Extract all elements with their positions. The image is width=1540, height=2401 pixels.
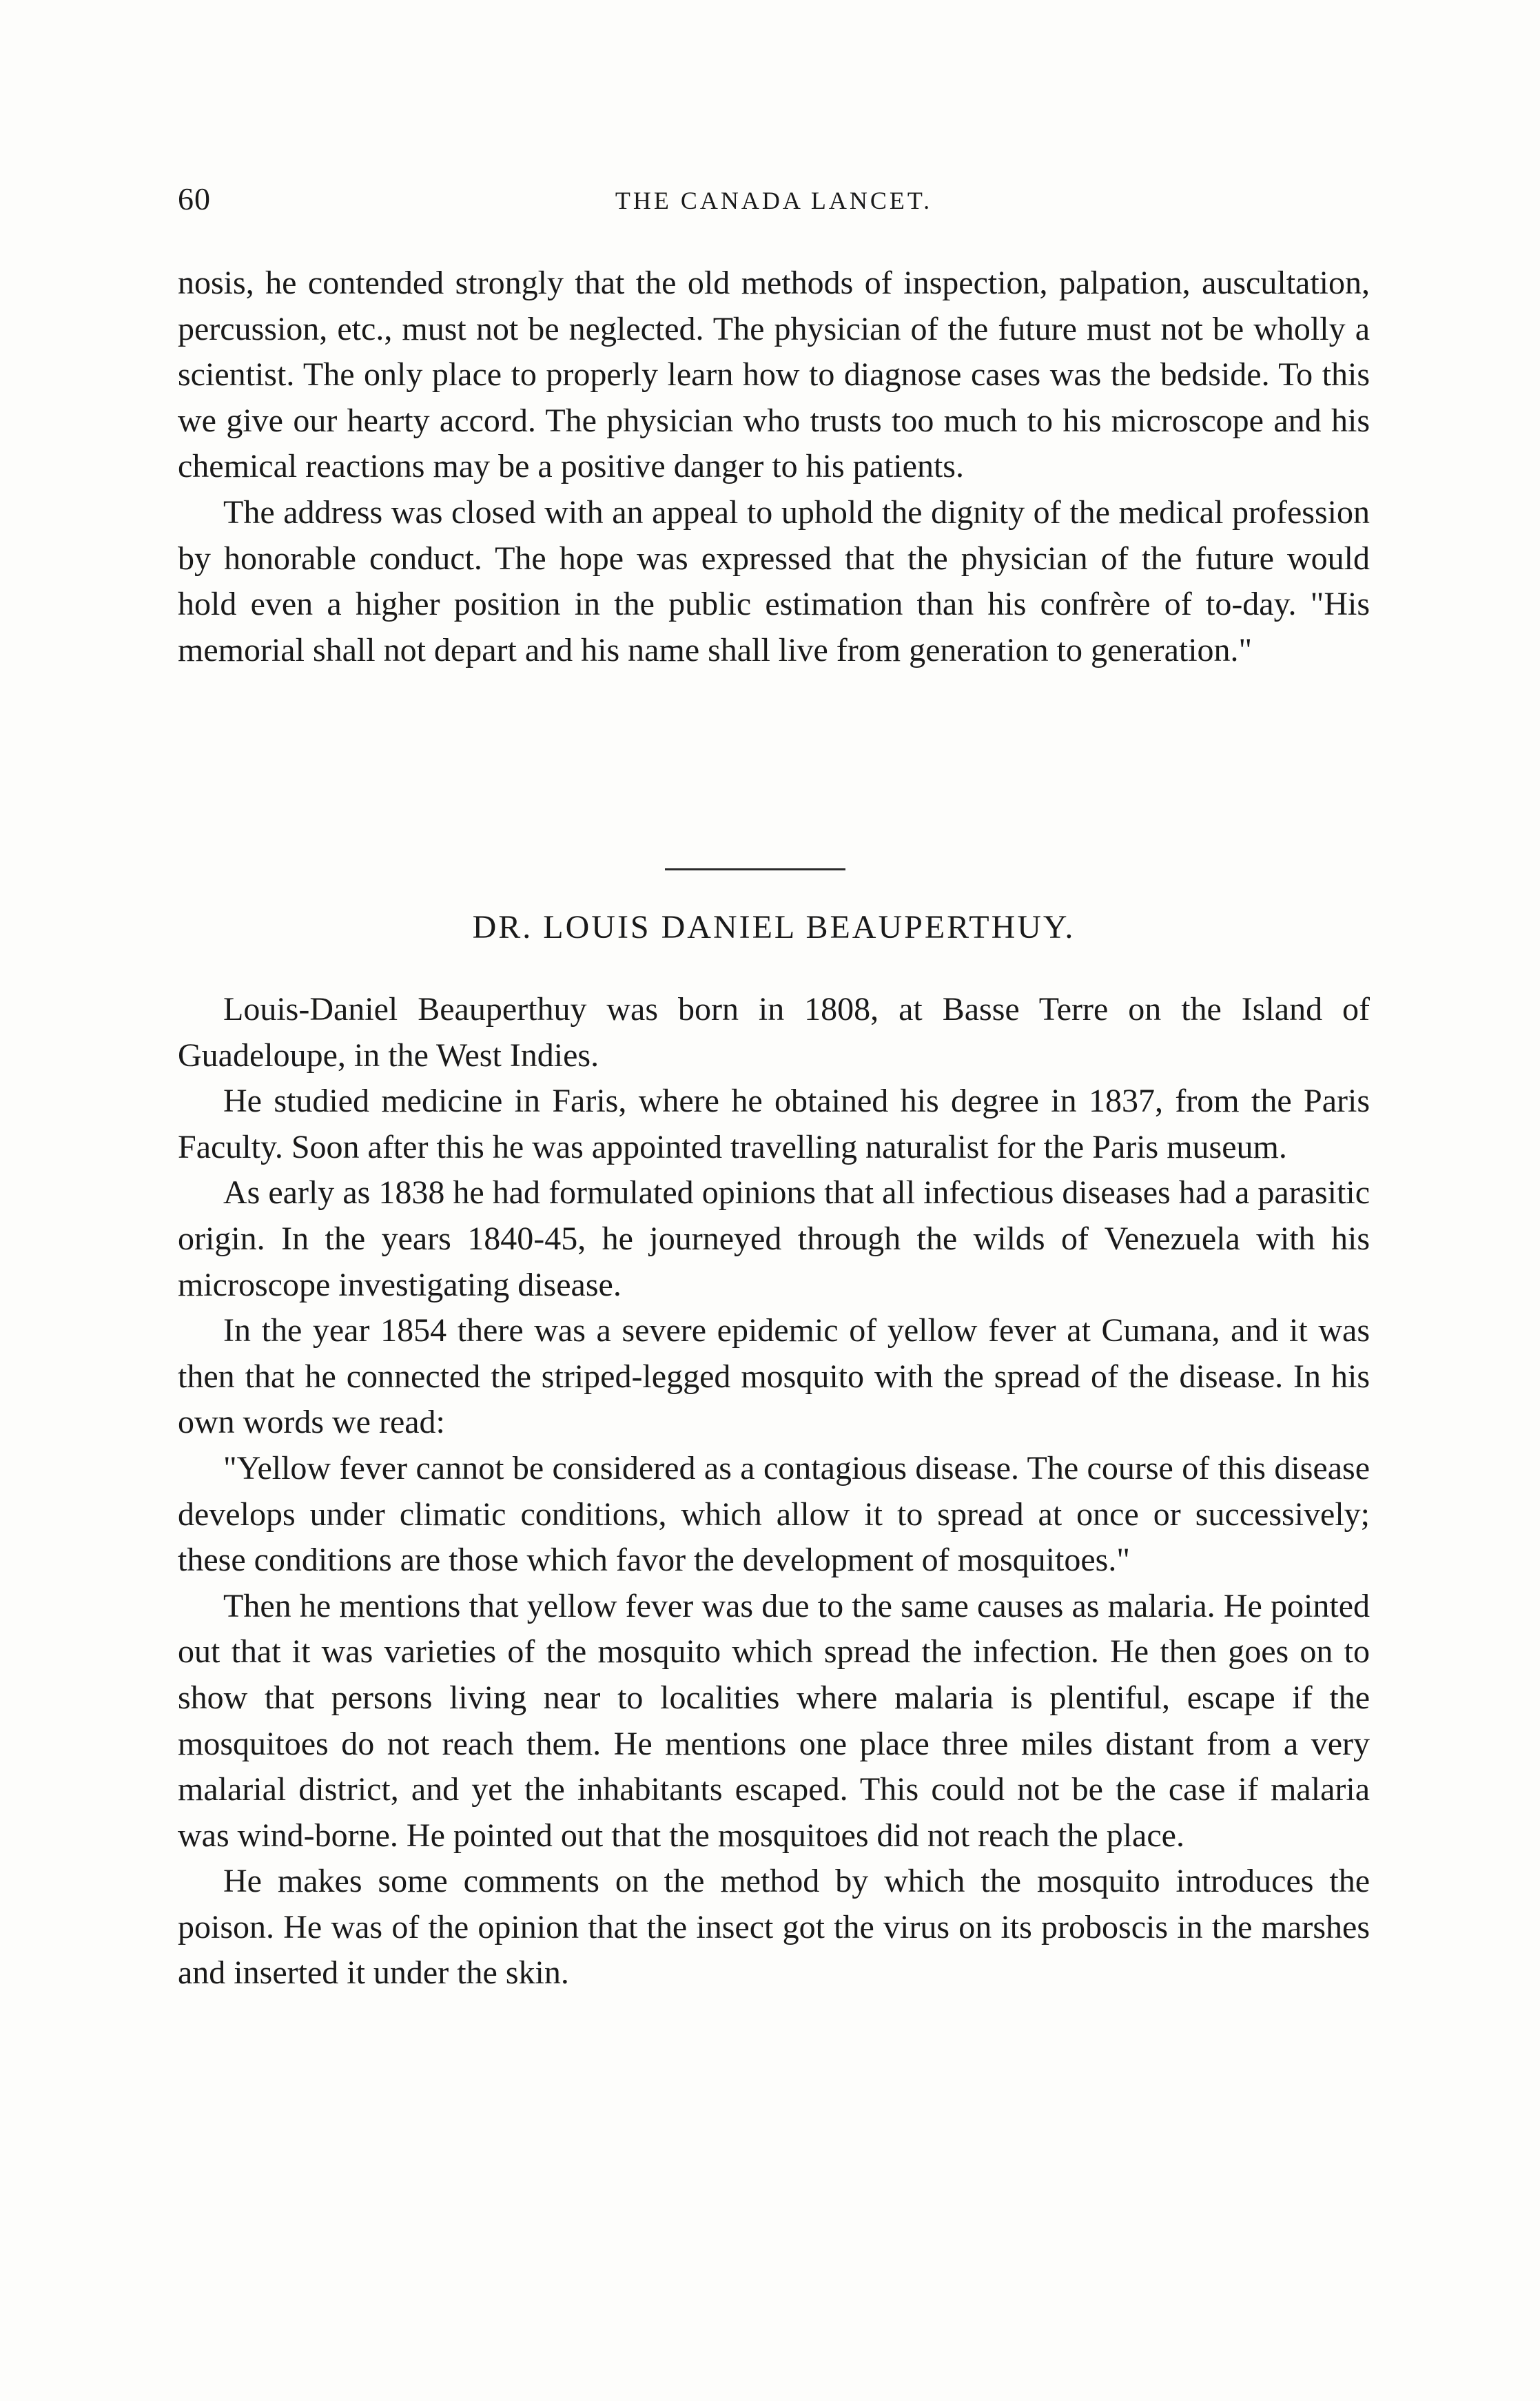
section-divider bbox=[665, 868, 845, 870]
running-head bbox=[178, 181, 1370, 222]
page-number: 60 bbox=[178, 181, 211, 216]
paragraph: He makes some comments on the method by which the mosquito introduces the poison. He was of the opinion that the insect got the virus on its proboscis in the marshes and inserted it under the skin. bbox=[178, 1863, 1370, 1992]
section-body bbox=[178, 987, 1370, 1996]
opening-text bbox=[178, 260, 1370, 673]
paragraph: He studied medicine in Faris, where he obtained his degree in 1837, from the Paris Faculty. Soon after this he was appointed travelling naturalist for the Paris museum. bbox=[178, 1083, 1370, 1165]
section-title: DR. LOUIS DANIEL BEAUPERTHUY. bbox=[472, 909, 1076, 946]
quoted-paragraph: "Yellow fever cannot be considered as a contagious disease. The course of this disease develops under climatic conditions, which allow it to spread at once or successively; these conditions are those which favor the development of mosquitoes." bbox=[178, 1449, 1370, 1579]
paragraph: The address was closed with an appeal to uphold the dignity of the medical profession by honorable conduct. The hope was expressed that the physician of the future would hold even a higher position in the public estimation than his confrère of to-day. "His memorial shall not depart and his name shall live from generation to generation." bbox=[178, 493, 1370, 668]
paragraph: In the year 1854 there was a severe epidemic of yellow fever at Cumana, and it was then that he connected the striped-legged mosquito with the spread of the disease. In his own words we read: bbox=[178, 1312, 1370, 1441]
paragraph: Then he mentions that yellow fever was due to the same causes as malaria. He pointed out that it was varieties of the mosquito which spread the infection. He then goes on to show that persons living near to localities where malaria is plentiful, escape if the mosquitoes do not reach them. He mentions one place three miles distant from a very malarial district, and yet the inhabitants escaped. This could not be the case if malaria was wind-borne. He pointed out that the mosquitoes did not reach the place. bbox=[178, 1587, 1370, 1854]
journal-title: THE CANADA LANCET. bbox=[615, 187, 933, 214]
paragraph: Louis-Daniel Beauperthuy was born in 1808, at Basse Terre on the Island of Guadeloupe, in the West Indies. bbox=[178, 991, 1370, 1074]
paragraph: As early as 1838 he had formulated opinions that all infectious diseases had a parasitic origin. In the years 1840-45, he journeyed through the wilds of Venezuela with his microscope investigating disease. bbox=[178, 1174, 1370, 1303]
paragraph: nosis, he contended strongly that the old methods of inspection, palpation, auscultation, percussion, etc., must not be neglected. The physician of the future must not be wholly a scientist. The only place to properly learn how to diagnose cases was the bedside. To this we give our hearty accord. The physician who trusts too much to his microscope and his chemical reactions may be a positive danger to his patients. bbox=[178, 265, 1370, 485]
